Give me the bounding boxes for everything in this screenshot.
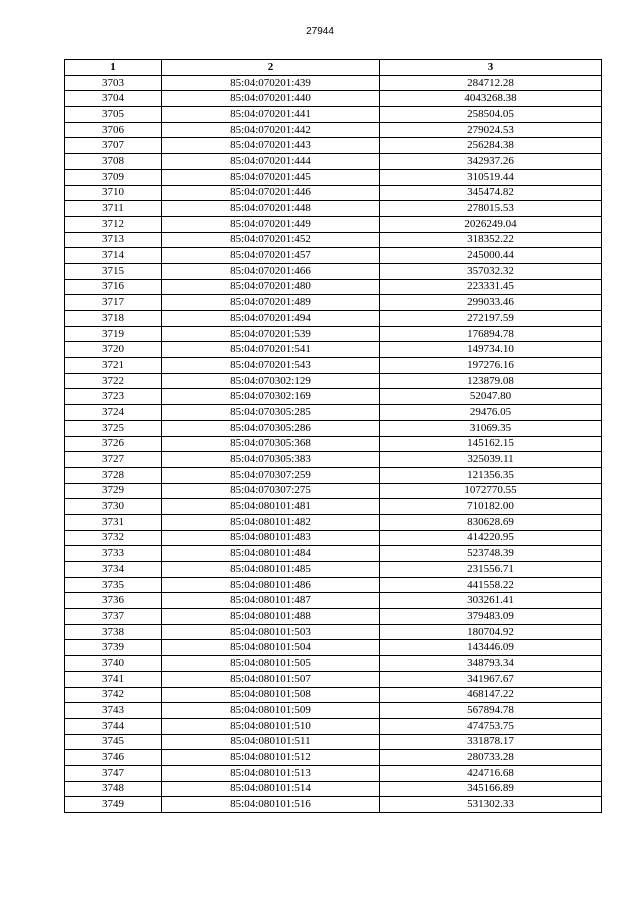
table-row: [65, 734, 602, 750]
table-row: [65, 154, 602, 170]
value-cell: 357032.32: [380, 263, 602, 279]
cadastral-number-cell: 85:04:070201:457: [162, 248, 380, 264]
table-row: [65, 122, 602, 138]
cadastral-number-cell: 85:04:080101:514: [162, 781, 380, 797]
cadastral-number-cell: 85:04:080101:505: [162, 656, 380, 672]
row-number-cell: 3729: [65, 483, 162, 499]
value-cell: 258504.05: [380, 107, 602, 123]
row-number-cell: 3732: [65, 530, 162, 546]
table-row: [65, 389, 602, 405]
value-cell: 468147.22: [380, 687, 602, 703]
cadastral-number-cell: 85:04:080101:512: [162, 750, 380, 766]
value-cell: 4043268.38: [380, 91, 602, 107]
table-row: [65, 609, 602, 625]
row-number-cell: 3716: [65, 279, 162, 295]
row-number-cell: 3740: [65, 656, 162, 672]
cadastral-number-cell: 85:04:080101:510: [162, 718, 380, 734]
cadastral-number-cell: 85:04:080101:516: [162, 797, 380, 813]
cadastral-number-cell: 85:04:070201:541: [162, 342, 380, 358]
cadastral-number-cell: 85:04:070305:285: [162, 405, 380, 421]
value-cell: 348793.34: [380, 656, 602, 672]
value-cell: 414220.95: [380, 530, 602, 546]
table-row: [65, 765, 602, 781]
row-number-cell: 3705: [65, 107, 162, 123]
value-cell: 279024.53: [380, 122, 602, 138]
value-cell: 341967.67: [380, 671, 602, 687]
row-number-cell: 3703: [65, 75, 162, 91]
row-number-cell: 3743: [65, 703, 162, 719]
cadastral-number-cell: 85:04:070201:441: [162, 107, 380, 123]
cadastral-number-cell: 85:04:080101:509: [162, 703, 380, 719]
table-row: [65, 499, 602, 515]
table-row: [65, 75, 602, 91]
value-cell: 830628.69: [380, 514, 602, 530]
table-row: [65, 138, 602, 154]
table-row: [65, 530, 602, 546]
value-cell: 256284.38: [380, 138, 602, 154]
table-row: [65, 671, 602, 687]
row-number-cell: 3728: [65, 467, 162, 483]
cadastral-number-cell: 85:04:080101:485: [162, 562, 380, 578]
table-row: [65, 562, 602, 578]
cadastral-number-cell: 85:04:070201:480: [162, 279, 380, 295]
cadastral-number-cell: 85:04:070305:286: [162, 420, 380, 436]
cadastral-number-cell: 85:04:070201:448: [162, 201, 380, 217]
row-number-cell: 3736: [65, 593, 162, 609]
cadastral-number-cell: 85:04:070201:452: [162, 232, 380, 248]
table-row: [65, 107, 602, 123]
table-row: [65, 483, 602, 499]
value-cell: 143446.09: [380, 640, 602, 656]
table-row: [65, 718, 602, 734]
cadastral-number-cell: 85:04:080101:482: [162, 514, 380, 530]
table-row: [65, 358, 602, 374]
value-cell: 331878.17: [380, 734, 602, 750]
row-number-cell: 3731: [65, 514, 162, 530]
table-row: [65, 420, 602, 436]
value-cell: 345166.89: [380, 781, 602, 797]
value-cell: 303261.41: [380, 593, 602, 609]
cadastral-number-cell: 85:04:080101:488: [162, 609, 380, 625]
cadastral-number-cell: 85:04:070302:169: [162, 389, 380, 405]
table-row: [65, 232, 602, 248]
value-cell: 197276.16: [380, 358, 602, 374]
table-row: [65, 216, 602, 232]
row-number-cell: 3723: [65, 389, 162, 405]
value-cell: 441558.22: [380, 577, 602, 593]
row-number-cell: 3713: [65, 232, 162, 248]
cadastral-number-cell: 85:04:070201:439: [162, 75, 380, 91]
value-cell: 710182.00: [380, 499, 602, 515]
table-row: [65, 467, 602, 483]
cadastral-number-cell: 85:04:070201:489: [162, 295, 380, 311]
table-row: [65, 405, 602, 421]
table-row: [65, 687, 602, 703]
row-number-cell: 3730: [65, 499, 162, 515]
data-table: [64, 59, 602, 813]
cadastral-number-cell: 85:04:080101:507: [162, 671, 380, 687]
row-number-cell: 3712: [65, 216, 162, 232]
cadastral-number-cell: 85:04:070201:543: [162, 358, 380, 374]
row-number-cell: 3709: [65, 169, 162, 185]
row-number-cell: 3722: [65, 373, 162, 389]
value-cell: 180704.92: [380, 624, 602, 640]
row-number-cell: 3739: [65, 640, 162, 656]
row-number-cell: 3721: [65, 358, 162, 374]
cadastral-number-cell: 85:04:070305:368: [162, 436, 380, 452]
value-cell: 379483.09: [380, 609, 602, 625]
value-cell: 531302.33: [380, 797, 602, 813]
cadastral-number-cell: 85:04:070201:466: [162, 263, 380, 279]
cadastral-number-cell: 85:04:070201:442: [162, 122, 380, 138]
cadastral-number-cell: 85:04:080101:511: [162, 734, 380, 750]
cadastral-number-cell: 85:04:070201:446: [162, 185, 380, 201]
cadastral-number-cell: 85:04:080101:487: [162, 593, 380, 609]
value-cell: 176894.78: [380, 326, 602, 342]
value-cell: 523748.39: [380, 546, 602, 562]
value-cell: 29476.05: [380, 405, 602, 421]
table-row: [65, 295, 602, 311]
row-number-cell: 3746: [65, 750, 162, 766]
cadastral-number-cell: 85:04:070201:494: [162, 311, 380, 327]
column-header-3: 3: [380, 60, 602, 76]
row-number-cell: 3735: [65, 577, 162, 593]
cadastral-number-cell: 85:04:070307:259: [162, 467, 380, 483]
value-cell: 52047.80: [380, 389, 602, 405]
row-number-cell: 3738: [65, 624, 162, 640]
row-number-cell: 3725: [65, 420, 162, 436]
table-row: [65, 279, 602, 295]
row-number-cell: 3708: [65, 154, 162, 170]
cadastral-number-cell: 85:04:080101:486: [162, 577, 380, 593]
row-number-cell: 3744: [65, 718, 162, 734]
row-number-cell: 3719: [65, 326, 162, 342]
table-row: [65, 593, 602, 609]
table-row: [65, 781, 602, 797]
value-cell: 284712.28: [380, 75, 602, 91]
table-row: [65, 311, 602, 327]
row-number-cell: 3733: [65, 546, 162, 562]
row-number-cell: 3715: [65, 263, 162, 279]
row-number-cell: 3707: [65, 138, 162, 154]
table-row: [65, 436, 602, 452]
value-cell: 223331.45: [380, 279, 602, 295]
value-cell: 280733.28: [380, 750, 602, 766]
cadastral-number-cell: 85:04:080101:513: [162, 765, 380, 781]
cadastral-number-cell: 85:04:080101:508: [162, 687, 380, 703]
table-row: [65, 326, 602, 342]
row-number-cell: 3741: [65, 671, 162, 687]
value-cell: 272197.59: [380, 311, 602, 327]
column-header-2: 2: [162, 60, 380, 76]
value-cell: 278015.53: [380, 201, 602, 217]
value-cell: 231556.71: [380, 562, 602, 578]
table-row: [65, 703, 602, 719]
row-number-cell: 3724: [65, 405, 162, 421]
row-number-cell: 3714: [65, 248, 162, 264]
table-row: [65, 514, 602, 530]
cadastral-number-cell: 85:04:070201:445: [162, 169, 380, 185]
value-cell: 31069.35: [380, 420, 602, 436]
row-number-cell: 3720: [65, 342, 162, 358]
cadastral-number-cell: 85:04:070307:275: [162, 483, 380, 499]
value-cell: 325039.11: [380, 452, 602, 468]
cadastral-number-cell: 85:04:080101:504: [162, 640, 380, 656]
value-cell: 149734.10: [380, 342, 602, 358]
table-row: [65, 577, 602, 593]
value-cell: 342937.26: [380, 154, 602, 170]
row-number-cell: 3726: [65, 436, 162, 452]
row-number-cell: 3748: [65, 781, 162, 797]
table-row: [65, 640, 602, 656]
value-cell: 2026249.04: [380, 216, 602, 232]
table-row: [65, 656, 602, 672]
table-row: [65, 248, 602, 264]
table-row: [65, 91, 602, 107]
row-number-cell: 3718: [65, 311, 162, 327]
table-row: [65, 373, 602, 389]
value-cell: 299033.46: [380, 295, 602, 311]
table-row: [65, 750, 602, 766]
cadastral-number-cell: 85:04:070201:539: [162, 326, 380, 342]
cadastral-number-cell: 85:04:070201:444: [162, 154, 380, 170]
row-number-cell: 3747: [65, 765, 162, 781]
table-row: [65, 452, 602, 468]
table-row: [65, 169, 602, 185]
row-number-cell: 3706: [65, 122, 162, 138]
row-number-cell: 3734: [65, 562, 162, 578]
table-body: [65, 75, 602, 812]
value-cell: 567894.78: [380, 703, 602, 719]
value-cell: 474753.75: [380, 718, 602, 734]
row-number-cell: 3742: [65, 687, 162, 703]
table-row: [65, 185, 602, 201]
row-number-cell: 3717: [65, 295, 162, 311]
value-cell: 424716.68: [380, 765, 602, 781]
value-cell: 318352.22: [380, 232, 602, 248]
cadastral-number-cell: 85:04:080101:503: [162, 624, 380, 640]
row-number-cell: 3704: [65, 91, 162, 107]
table-row: [65, 797, 602, 813]
cadastral-number-cell: 85:04:070201:440: [162, 91, 380, 107]
row-number-cell: 3737: [65, 609, 162, 625]
value-cell: 121356.35: [380, 467, 602, 483]
row-number-cell: 3727: [65, 452, 162, 468]
value-cell: 245000.44: [380, 248, 602, 264]
row-number-cell: 3710: [65, 185, 162, 201]
row-number-cell: 3745: [65, 734, 162, 750]
cadastral-number-cell: 85:04:070201:443: [162, 138, 380, 154]
value-cell: 145162.15: [380, 436, 602, 452]
column-header-1: 1: [65, 60, 162, 76]
value-cell: 1072770.55: [380, 483, 602, 499]
value-cell: 310519.44: [380, 169, 602, 185]
cadastral-number-cell: 85:04:070305:383: [162, 452, 380, 468]
cadastral-number-cell: 85:04:070201:449: [162, 216, 380, 232]
cadastral-number-cell: 85:04:080101:483: [162, 530, 380, 546]
value-cell: 123879.08: [380, 373, 602, 389]
table-row: [65, 624, 602, 640]
row-number-cell: 3749: [65, 797, 162, 813]
page-number: 27944: [306, 26, 334, 37]
table-row: [65, 546, 602, 562]
table-row: [65, 342, 602, 358]
header-row: [65, 60, 602, 76]
table-row: [65, 263, 602, 279]
row-number-cell: 3711: [65, 201, 162, 217]
cadastral-number-cell: 85:04:070302:129: [162, 373, 380, 389]
cadastral-number-cell: 85:04:080101:481: [162, 499, 380, 515]
cadastral-number-cell: 85:04:080101:484: [162, 546, 380, 562]
table-row: [65, 201, 602, 217]
value-cell: 345474.82: [380, 185, 602, 201]
